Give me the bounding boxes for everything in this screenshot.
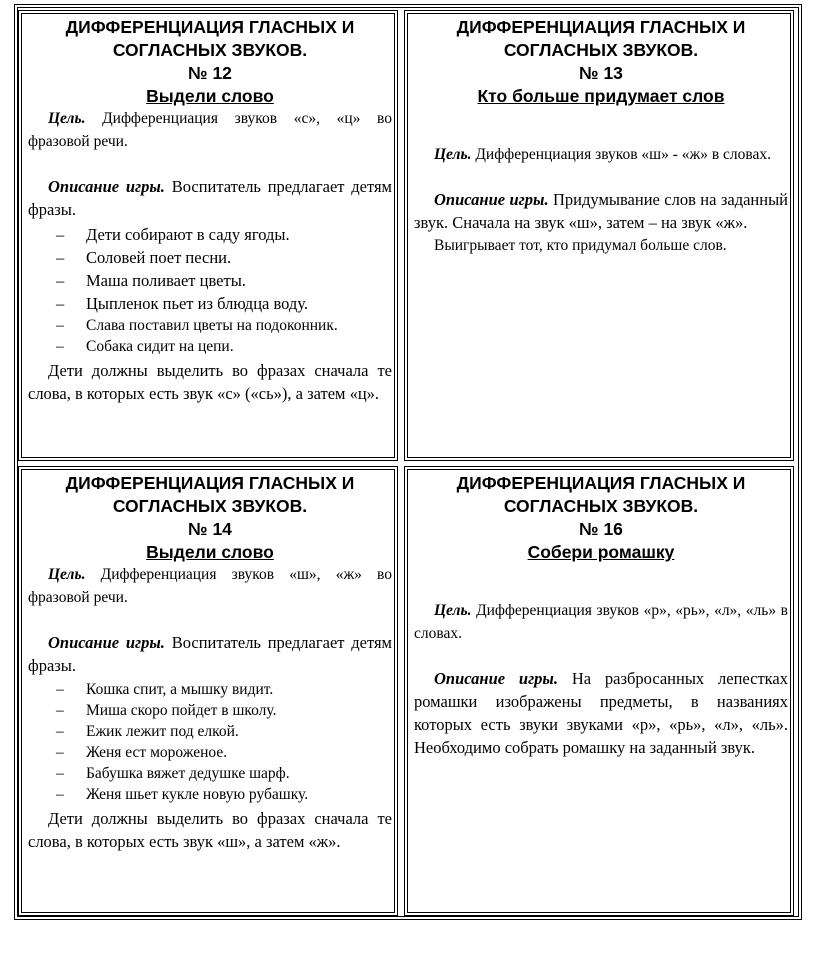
game-name: Собери ромашку <box>527 542 675 562</box>
list-item: – Женя ест мороженое. <box>56 744 228 761</box>
card-14 <box>18 466 398 916</box>
list-item: – Миша скоро пойдет в школу. <box>56 702 277 719</box>
game-name: Выдели слово <box>146 86 274 106</box>
list-item: – Женя шьет кукле новую рубашку. <box>56 786 309 803</box>
dash-marker: – <box>56 786 64 803</box>
card-12 <box>18 10 398 461</box>
dash-marker: – <box>56 294 65 313</box>
list-item: – Дети собирают в саду ягоды. <box>56 225 290 244</box>
dash-marker: – <box>56 765 64 782</box>
description-label: Описание игры. <box>434 190 549 209</box>
description-paragraph <box>414 667 788 759</box>
dash-marker: – <box>56 744 64 761</box>
card-heading: ДИФФЕРЕНЦИАЦИЯ ГЛАСНЫХ И СОГЛАСНЫХ ЗВУКОВ. <box>65 473 355 516</box>
dash-marker: – <box>56 225 65 244</box>
dash-marker: – <box>56 338 64 355</box>
description-label: Описание игры. <box>48 633 165 652</box>
goal-text: Дифференциация звуков «ш», «ж» во фразовой речи. <box>28 566 393 606</box>
dash-marker: – <box>56 271 65 290</box>
goal-paragraph <box>28 107 392 153</box>
card-16 <box>404 466 794 916</box>
list-item: – Бабушка вяжет дедушке шарф. <box>56 765 290 782</box>
dash-marker: – <box>56 317 64 334</box>
game-name: Выдели слово <box>146 542 274 562</box>
card-heading: ДИФФЕРЕНЦИАЦИЯ ГЛАСНЫХ И СОГЛАСНЫХ ЗВУКОВ. <box>456 473 746 516</box>
dash-marker: – <box>56 723 64 740</box>
list-item: – Соловей поет песни. <box>56 248 232 267</box>
description-text: Придумывание слов на заданный звук. Сначала на звук «ш», затем – на звук «ж». <box>414 190 788 232</box>
dash-marker: – <box>56 702 64 719</box>
goal-paragraph <box>28 563 392 609</box>
goal-text: Дифференциация звуков «с», «ц» во фразовой речи. <box>28 110 393 150</box>
outro-paragraph: Дети должны выделить во фразах сначала те слова, в которых есть звук «ш», а затем «ж». <box>28 809 392 851</box>
outro-paragraph: Дети должны выделить во фразах сначала те слова, в которых есть звук «с» («сь»), а затем «ц». <box>28 361 392 403</box>
list-item: – Кошка спит, а мышку видит. <box>56 681 274 698</box>
card-title <box>28 16 392 85</box>
goal-label: Цель. <box>434 602 472 619</box>
goal-paragraph <box>414 599 788 645</box>
goal-paragraph <box>414 143 788 166</box>
description-paragraph <box>414 188 788 234</box>
goal-label: Цель. <box>48 566 86 583</box>
card-title <box>28 472 392 541</box>
description-label: Описание игры. <box>48 177 165 196</box>
description-text: На разбросанных лепестках ромашки изображены предметы, в названиях которых есть звуки звуками «р», «рь», «л», «ль». Необходимо собрать ромашку на заданный звук. <box>414 669 789 757</box>
goal-label: Цель. <box>48 110 86 127</box>
description-text: Воспитатель предлагает детям фразы. <box>28 177 392 219</box>
outro-paragraph: Выигрывает тот, кто придумал больше слов. <box>434 237 727 254</box>
list-item: – Собака сидит на цепи. <box>56 338 234 355</box>
goal-text: Дифференциация звуков «р», «рь», «л», «ль» в словах. <box>414 602 788 642</box>
card-number: № 16 <box>579 519 623 539</box>
game-name: Кто больше придумает слов <box>477 86 725 106</box>
card-number: № 14 <box>188 519 232 539</box>
card-number: № 12 <box>188 63 232 83</box>
description-paragraph <box>28 175 392 221</box>
card-heading: ДИФФЕРЕНЦИАЦИЯ ГЛАСНЫХ И СОГЛАСНЫХ ЗВУКОВ. <box>456 17 746 60</box>
dash-marker: – <box>56 248 65 267</box>
description-label: Описание игры. <box>434 669 559 688</box>
dash-marker: – <box>56 681 64 698</box>
card-title <box>414 16 788 85</box>
list-item: – Маша поливает цветы. <box>56 271 246 290</box>
list-item: – Ежик лежит под елкой. <box>56 723 239 740</box>
card-heading: ДИФФЕРЕНЦИАЦИЯ ГЛАСНЫХ И СОГЛАСНЫХ ЗВУКОВ. <box>65 17 355 60</box>
phrase-list <box>28 223 392 357</box>
card-title <box>414 472 788 541</box>
list-item: – Слава поставил цветы на подоконник. <box>56 317 338 334</box>
card-number: № 13 <box>579 63 623 83</box>
goal-text: Дифференциация звуков «ш» - «ж» в словах. <box>475 146 772 163</box>
card-13 <box>404 10 794 461</box>
description-paragraph <box>28 631 392 677</box>
goal-label: Цель. <box>434 146 472 163</box>
list-item: – Цыпленок пьет из блюдца воду. <box>56 294 309 313</box>
description-text: Воспитатель предлагает детям фразы. <box>28 633 392 675</box>
phrase-list <box>28 679 392 805</box>
